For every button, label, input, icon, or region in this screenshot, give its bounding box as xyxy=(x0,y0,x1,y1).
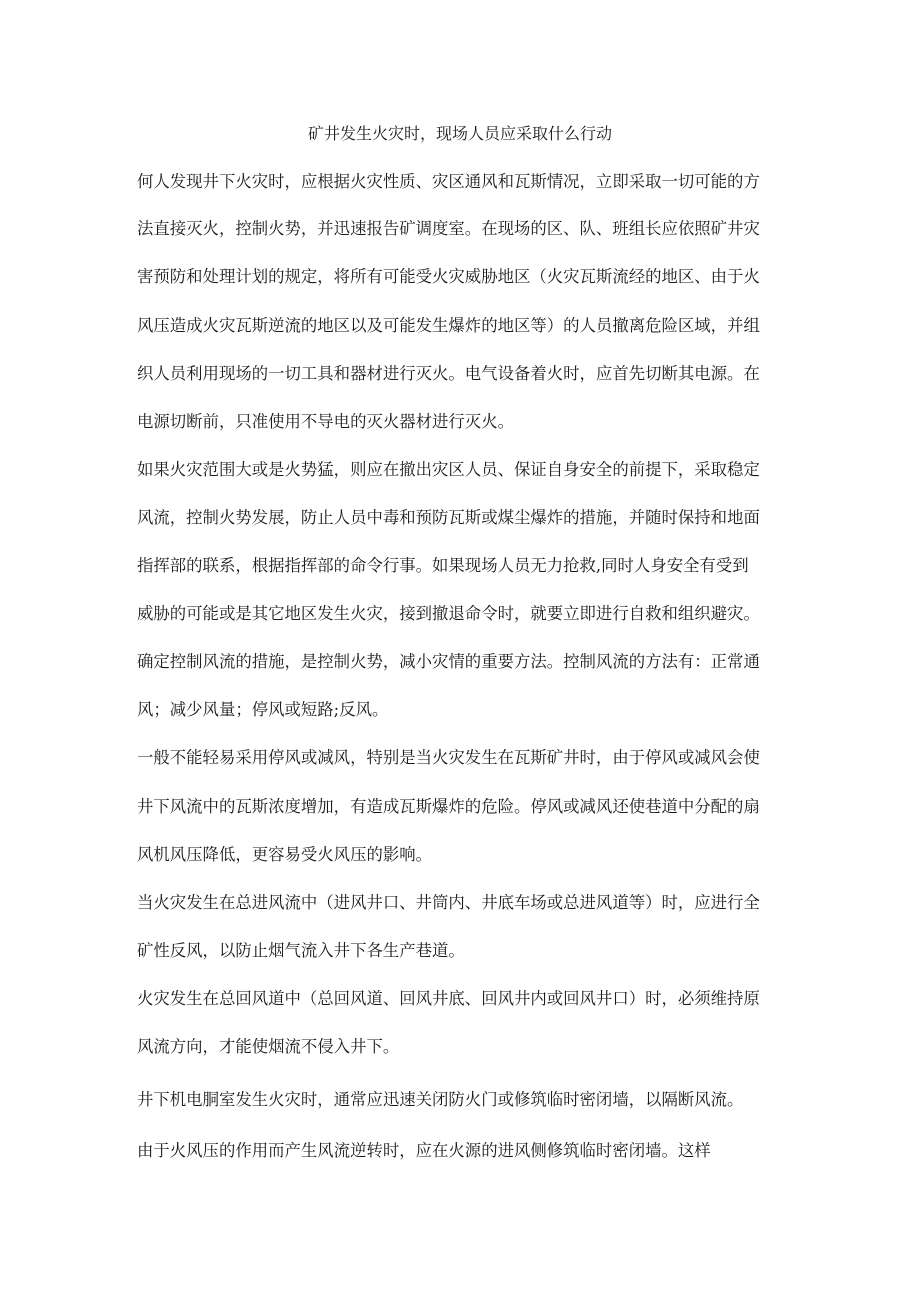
text-line: 威胁的可能或是其它地区发生火灾，接到撤退命令时，就要立即进行自救和组织避灾。 xyxy=(137,604,760,623)
text-line: 由于火风压的作用而产生风流逆转时，应在火源的进风侧修筑临时密闭墙。这样 xyxy=(137,1141,711,1160)
text-line: 害预防和处理计划的规定，将所有可能受火灾威胁地区（火灾瓦斯流经的地区、由于火 xyxy=(137,267,760,286)
text-line: 井下风流中的瓦斯浓度增加，有造成瓦斯爆炸的危险。停风或减风还使巷道中分配的扇 xyxy=(137,797,760,816)
text-line: 井下机电胴室发生火灾时，通常应迅速关闭防火门或修筑临时密闭墙，以隔断风流。 xyxy=(137,1090,744,1109)
text-line: 当火灾发生在总进风流中（进风井口、井筒内、井底车场或总进风道等）时，应进行全 xyxy=(137,893,760,912)
document-title: 矿井发生火灾时，现场人员应采取什么行动 xyxy=(307,124,612,143)
text-line: 火灾发生在总回风道中（总回风道、回风井底、回风井内或回风井口）时，必须维持原 xyxy=(137,989,760,1008)
text-line: 风；减少风量；停风或短路;反风。 xyxy=(137,700,389,719)
text-line: 确定控制风流的措施，是控制火势，减小灾情的重要方法。控制风流的方法有：正常通 xyxy=(137,652,760,671)
text-line: 矿性反风，以防止烟气流入井下各生产巷道。 xyxy=(137,941,465,960)
text-line: 指挥部的联系，根据指挥部的命令行事。如果现场人员无力抢救,同时人身安全有受到 xyxy=(137,556,749,575)
text-line: 风流，控制火势发展，防止人员中毒和预防瓦斯或煤尘爆炸的措施，并随时保持和地面 xyxy=(137,508,760,527)
text-line: 何人发现井下火灾时，应根据火灾性质、灾区通风和瓦斯情况，立即采取一切可能的方 xyxy=(137,172,760,191)
text-line: 织人员利用现场的一切工具和器材进行灭火。电气设备着火时，应首先切断其电源。在 xyxy=(137,364,760,383)
text-line: 如果火灾范围大或是火势猛，则应在撤出灾区人员、保证自身安全的前提下，采取稳定 xyxy=(137,460,760,479)
text-line: 法直接灭火，控制火势，并迅速报告矿调度室。在现场的区、队、班组长应依照矿井灾 xyxy=(137,219,760,238)
text-line: 风流方向，才能使烟流不侵入井下。 xyxy=(137,1037,400,1056)
text-line: 一般不能轻易采用停风或减风，特别是当火灾发生在瓦斯矿井时，由于停风或减风会使 xyxy=(137,748,760,767)
text-line: 风机风压降低，更容易受火风压的影响。 xyxy=(137,845,433,864)
text-line: 电源切断前，只准使用不导电的灭火器材进行灭火。 xyxy=(137,412,514,431)
text-line: 风压造成火灾瓦斯逆流的地区以及可能发生爆炸的地区等）的人员撤离危险区域，并组 xyxy=(137,316,760,335)
